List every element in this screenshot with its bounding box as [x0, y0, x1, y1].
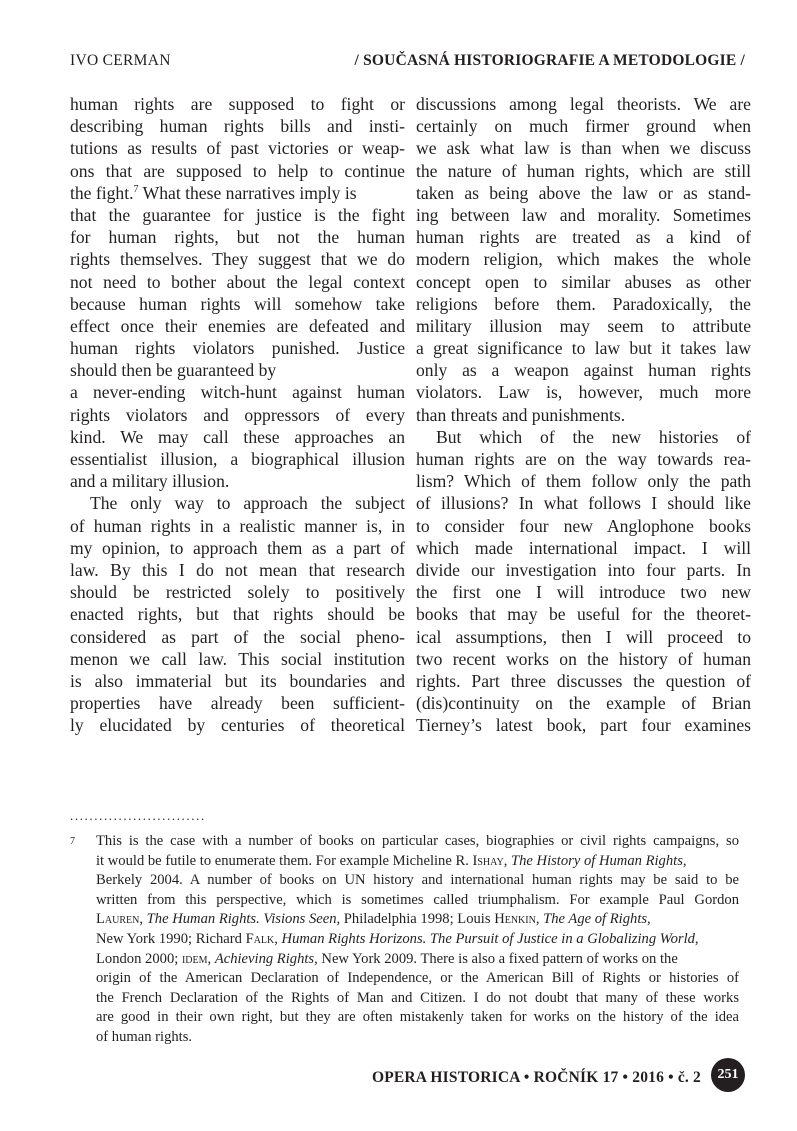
- body-line: Tierney’s latest book, part four examines: [416, 715, 751, 736]
- body-line: rights. Part three discusses the question of: [416, 670, 751, 691]
- paragraph-first-line: But which of the new histories of: [436, 426, 751, 447]
- body-line: rights violators and oppressors of every: [70, 404, 405, 425]
- body-line: the nature of human rights, which are still: [416, 160, 751, 181]
- body-line: effect once their enemies are defeated and: [70, 315, 405, 336]
- footnote-line: are good in their own right, but they are often mistakenly taken for works on the history of the idea: [96, 1009, 739, 1026]
- body-line: lism? Which of them follow only the path: [416, 471, 751, 492]
- body-line: than threats and punishments.: [416, 404, 626, 425]
- footnote-text: ,: [503, 852, 511, 869]
- author-name: Henkin: [494, 911, 536, 928]
- body-line: (dis)continuity on the example of Brian: [416, 693, 751, 714]
- journal-footer: OPERA HISTORICA • ROČNÍK 17 • 2016 • č. 2: [371, 1069, 701, 1086]
- footnote: [96, 832, 739, 1048]
- body-line: human rights are supposed to fight or: [70, 94, 405, 114]
- body-line: kind. We may call these approaches an: [70, 426, 405, 447]
- body-line: of human rights in a realistic manner is, in: [70, 515, 405, 536]
- footnote-line: [96, 950, 739, 970]
- author-name: Falk: [245, 930, 275, 947]
- body-line: and a military illusion.: [70, 471, 230, 492]
- body-line: menon we call law. This social institution: [70, 648, 405, 669]
- body-line: military illusion may seem to attribute: [416, 315, 751, 336]
- body-line: we ask what law is than when we discuss: [416, 138, 751, 159]
- footnote-line: [96, 852, 739, 872]
- footnote-line: Berkely 2004. A number of books on UN history and international human rights may be said to be: [96, 872, 739, 889]
- body-line: which made international impact. I will: [416, 537, 751, 558]
- footnote-text: ,: [139, 911, 147, 928]
- body-line: my opinion, to approach them as a part of: [70, 537, 405, 558]
- book-title: Achieving Rights: [214, 950, 315, 967]
- footnote-line: the French Declaration of the Rights of Man and Citizen. I do not doubt that many of these works: [96, 989, 739, 1006]
- footnote-text: , New York 2009. There is also a fixed pattern of works on the: [314, 950, 678, 967]
- footnote-separator: ............................: [70, 808, 206, 823]
- body-line: not need to bother about the legal context: [70, 271, 405, 292]
- body-line: for human rights, but not the human: [70, 227, 405, 248]
- left-column: [70, 93, 405, 736]
- body-line: essentialist illusion, a biographical illusion: [70, 449, 405, 469]
- body-line: ical assumptions, then I will proceed to: [416, 626, 751, 647]
- body-line: to consider four new Anglophone books: [416, 515, 751, 536]
- body-line: ly elucidated by centuries of theoretical: [70, 715, 405, 736]
- footnote-line: written from this perspective, which is sometimes called triumphalism. For example Paul Gordon: [96, 891, 739, 908]
- author-name: Lauren: [96, 911, 140, 928]
- right-column: [416, 93, 751, 736]
- body-line-with-footnote-ref: [70, 182, 405, 204]
- footnote-text: ,: [535, 911, 544, 928]
- body-line: because human rights will somehow take: [70, 293, 405, 314]
- body-line: ons that are supposed to help to continue: [70, 160, 405, 181]
- book-title: The History of Human Rights: [510, 852, 683, 869]
- running-header-section: / SOUČASNÁ HISTORIOGRAFIE A METODOLOGIE /: [354, 52, 745, 69]
- body-line: enacted rights, but that rights should be: [70, 604, 405, 625]
- footnote-text: it would be futile to enumerate them. For example Micheline R.: [96, 852, 473, 869]
- footnote-line: This is the case with a number of books on particular cases, biographies or civil rights campaigns, so: [96, 833, 739, 849]
- body-line: human rights are treated as a kind of: [416, 227, 751, 248]
- body-line: describing human rights bills and insti-: [70, 116, 405, 137]
- footnote-text: , Philadelphia 1998; Louis: [336, 911, 495, 928]
- body-line: taken as being above the law or as stand-: [416, 182, 751, 203]
- body-line: human rights violators punished. Justice: [70, 338, 405, 359]
- footnote-text: ,: [694, 930, 699, 947]
- body-line: a great significance to law but it takes law: [416, 338, 751, 359]
- body-line: human rights are on the way towards rea-: [416, 449, 751, 469]
- book-title: The Human Rights. Visions Seen: [146, 911, 337, 928]
- body-line: considered as part of the social pheno-: [70, 626, 405, 647]
- footnote-text: London 2000;: [96, 950, 182, 967]
- body-line: law. By this I do not mean that research: [70, 559, 405, 580]
- footnote-text: ,: [274, 930, 282, 947]
- body-line: violators. Law is, however, much more: [416, 382, 751, 403]
- book-title: The Age of Rights,: [543, 911, 651, 928]
- body-line: tutions as results of past victories or weap-: [70, 138, 405, 159]
- body-line: certainly on much firmer ground when: [416, 116, 751, 137]
- footnote-line: origin of the American Declaration of Independence, or the American Bill of Rights or histories of: [96, 970, 739, 987]
- body-line: concept open to similar abuses as other: [416, 271, 751, 292]
- footnote-reference[interactable]: 7: [133, 183, 139, 195]
- body-line: religions before them. Paradoxically, the: [416, 293, 751, 314]
- footnote-line: [96, 910, 739, 930]
- body-line: that the guarantee for justice is the fight: [70, 204, 405, 225]
- body-text: What these narratives imply is: [138, 182, 357, 203]
- body-line: rights themselves. They suggest that we do: [70, 249, 405, 270]
- running-header-author: IVO CERMAN: [70, 52, 171, 69]
- footnote-line: [96, 930, 739, 950]
- footnote-line: of human rights.: [96, 1028, 193, 1045]
- footnote-number: 7: [70, 836, 75, 847]
- footnote-text: ,: [682, 852, 687, 869]
- body-text: the fight.: [70, 182, 134, 203]
- body-line: two recent works on the history of human: [416, 648, 751, 669]
- footnote-text: New York 1990; Richard: [96, 930, 246, 947]
- body-line: books that may be useful for the theoret-: [416, 604, 751, 625]
- body-line: of illusions? In what follows I should like: [416, 493, 751, 514]
- body-line: should then be guaranteed by: [70, 360, 277, 381]
- body-line: properties have already been sufficient-: [70, 693, 405, 714]
- page-number-badge: 251: [711, 1058, 745, 1092]
- body-line: ing between law and morality. Sometimes: [416, 204, 751, 225]
- body-line: modern religion, which makes the whole: [416, 249, 751, 270]
- body-line: only as a weapon against human rights: [416, 360, 751, 381]
- body-line: is also immaterial but its boundaries and: [70, 670, 405, 691]
- body-line: divide our investigation into four parts. In: [416, 559, 751, 580]
- author-name: idem: [181, 950, 208, 967]
- body-line: should be restricted solely to positively: [70, 582, 405, 603]
- footnote-text: ,: [207, 950, 215, 967]
- body-line: the first one I will introduce two new: [416, 582, 751, 603]
- book-title: Human Rights Horizons. The Pursuit of Justice in a Globalizing World: [281, 930, 695, 947]
- body-line: a never-ending witch-hunt against human: [70, 382, 405, 403]
- author-name: Ishay: [472, 852, 504, 869]
- body-line: discussions among legal theorists. We are: [416, 94, 751, 114]
- paragraph-first-line: The only way to approach the subject: [90, 493, 405, 514]
